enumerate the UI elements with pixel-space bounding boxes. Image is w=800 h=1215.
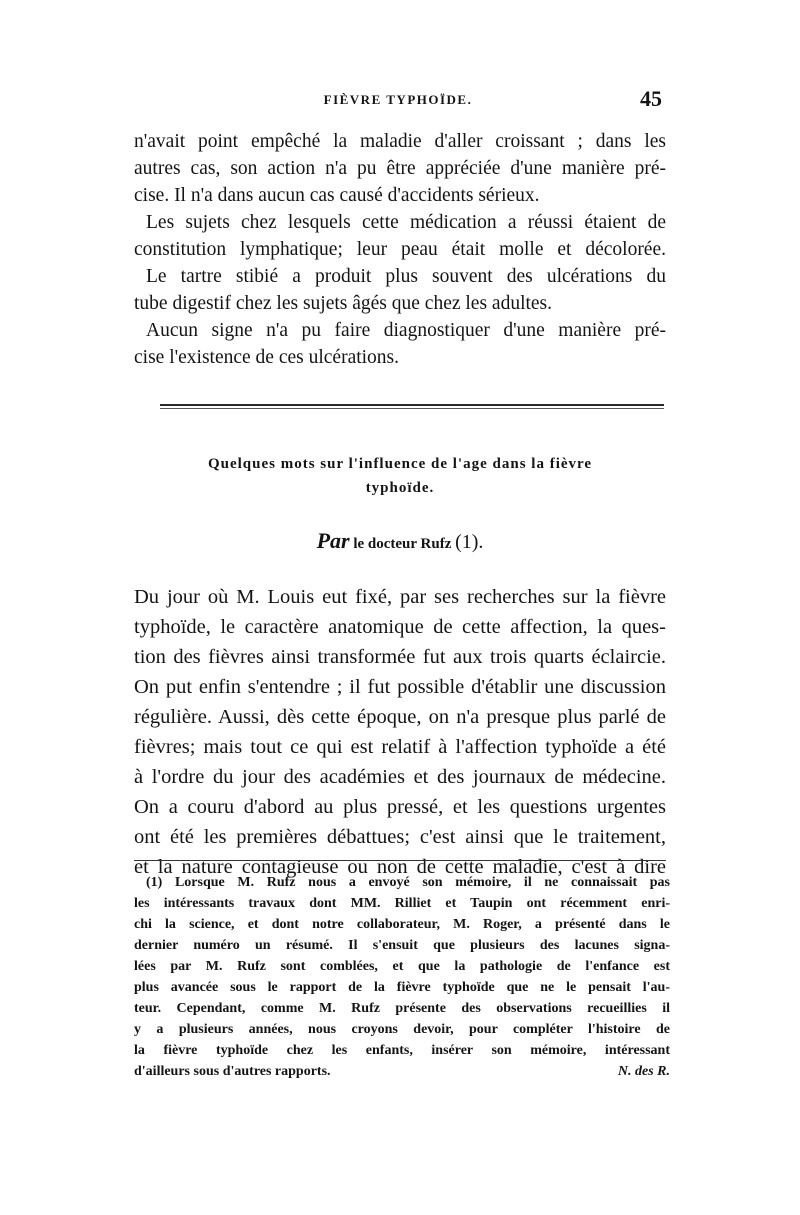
text-line: cise. Il n'a dans aucun cas causé d'accidents sérieux. [134,185,540,206]
footnote-line: d'ailleurs sous d'autres rapports. [134,1064,331,1079]
top-paragraphs [134,128,666,371]
footnote-line: dernier numéro un résumé. Il s'ensuit que plusieurs des lacunes signa- [134,938,670,953]
main-paragraph [134,582,666,882]
byline-author: le docteur Rufz [353,536,452,552]
text-line: tion des fièvres ainsi transformée fut aux trois quarts éclaircie. [134,646,666,668]
footnote-line: y a plusieurs années, nous croyons devoir, pour compléter l'histoire de [134,1022,670,1037]
text-line: tube digestif chez les sujets âgés que chez les adultes. [134,293,553,314]
text-line: typhoïde, le caractère anatomique de cette affection, la ques- [134,616,666,638]
footnote-ref: (1). [455,531,484,553]
text-line: Du jour où M. Louis eut fixé, par ses recherches sur la fièvre [134,586,666,608]
byline-par: Par [316,528,350,553]
text-line: On put enfin s'entendre ; il fut possible d'établir une discussion [134,676,666,698]
text-line: à l'ordre du jour des académies et des journaux de médecine. [134,766,666,788]
section-title-line: typhoïde. [365,480,435,496]
footnote-line: plus avancée sous le rapport de la fièvre typhoïde que ne le pensait l'au- [134,980,670,995]
footnote-line: chi la science, et dont notre collaborateur, M. Roger, a présenté dans le [134,917,670,932]
footnote-last-line [134,1061,670,1082]
text-line: cise l'existence de ces ulcérations. [134,347,400,368]
footnote-signature: N. des R. [617,1064,670,1079]
text-line: Les sujets chez lesquels cette médication a réussi étaient de [146,212,666,233]
footnote-line: (1) Lorsque M. Rufz nous a envoyé son mémoire, il ne connaissait pas [146,875,670,890]
text-line: et la nature contagieuse ou non de cette maladie, c'est à dire [134,856,666,878]
page-number: 45 [640,86,662,111]
footnote-line: teur. Cependant, comme M. Rufz présente des observations recueillies il [134,1001,670,1016]
text-line: Le tartre stibié a produit plus souvent des ulcérations du [146,266,666,287]
text-line: régulière. Aussi, dès cette époque, on n'a presque plus parlé de [134,706,666,728]
text-line: fièvres; mais tout ce qui est relatif à l'affection typhoïde a été [134,736,666,758]
author-byline [134,528,666,554]
text-line: On a couru d'abord au plus pressé, et les questions urgentes [134,796,666,818]
footnote-line: les intéressants travaux dont MM. Rilliet et Taupin ont récemment enri- [134,896,670,911]
text-line: Aucun signe n'a pu faire diagnostiquer d'une manière pré- [146,320,666,341]
footnote [134,872,670,1082]
section-title-line: Quelques mots sur l'influence de l'age dans la fièvre [207,456,593,472]
running-title: FIÈVRE TYPHOÏDE. [323,92,473,107]
text-line: ont été les premières débattues; c'est ainsi que le traitement, [134,826,666,848]
section-title [134,452,666,500]
section-divider [160,404,664,412]
text-line: n'avait point empêché la maladie d'aller croissant ; dans les [134,131,666,152]
footnote-line: la fièvre typhoïde chez les enfants, insérer son mémoire, intéressant [134,1043,670,1058]
footnote-line: lées par M. Rufz sont comblées, et que la pathologie de l'enfance est [134,959,670,974]
text-line: constitution lymphatique; leur peau était molle et décolorée. [134,239,666,260]
page-header [134,86,662,116]
footnote-divider [134,860,666,861]
text-line: autres cas, son action n'a pu être appréciée d'une manière pré- [134,158,666,179]
